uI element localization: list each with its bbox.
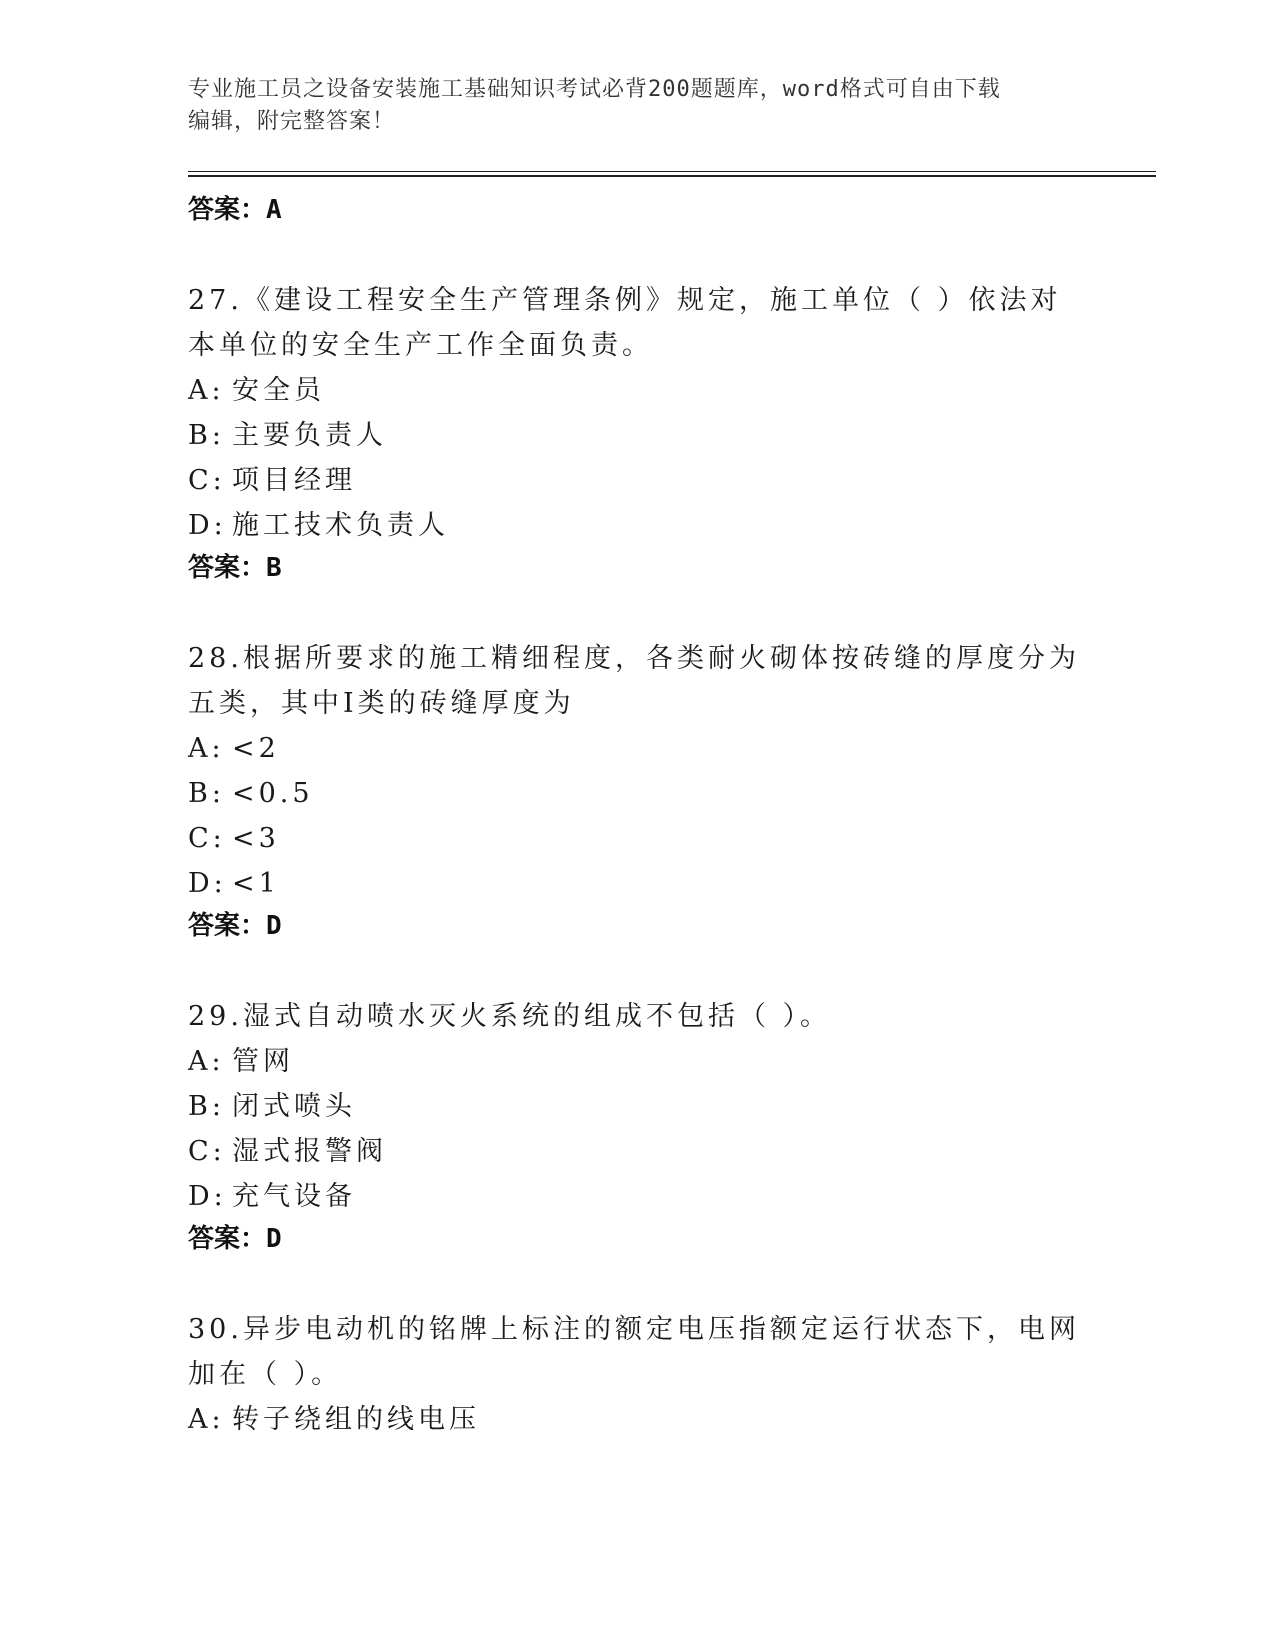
option-letter: C:	[188, 1136, 226, 1167]
option-text: <1	[232, 868, 280, 899]
question-stem: 29.湿式自动喷水灭火系统的组成不包括（ ）。	[188, 1001, 832, 1032]
option-d	[188, 1174, 1088, 1219]
option-letter: D:	[188, 1181, 227, 1212]
option-a	[188, 368, 1088, 413]
option-letter: C:	[188, 465, 226, 496]
option-a	[188, 1039, 1088, 1084]
option-text: <0.5	[232, 778, 314, 809]
option-text: 管网	[232, 1046, 294, 1077]
question-block	[188, 278, 1088, 588]
header-rule-thick	[188, 175, 1156, 177]
option-letter: B:	[188, 1091, 225, 1122]
option-text: 闭式喷头	[232, 1091, 356, 1122]
option-text: 充气设备	[232, 1181, 356, 1212]
answer-text: 答案：D	[188, 911, 282, 941]
option-letter: D:	[188, 510, 227, 541]
option-text: 施工技术负责人	[232, 510, 449, 541]
option-b	[188, 413, 1088, 458]
option-letter: A:	[188, 375, 225, 406]
option-text: 湿式报警阀	[232, 1136, 387, 1167]
header-rule-thin	[188, 171, 1156, 172]
question-block	[188, 636, 1088, 946]
option-letter: A:	[188, 1404, 225, 1435]
option-letter: A:	[188, 1046, 225, 1077]
option-c	[188, 1129, 1088, 1174]
question-stem: 28.根据所要求的施工精细程度，各类耐火砌体按砖缝的厚度分为五类，其中Ⅰ类的砖缝厚度为	[188, 643, 1080, 719]
answer-text: 答案：B	[188, 553, 282, 583]
option-text: 安全员	[232, 375, 325, 406]
option-text: <3	[232, 823, 280, 854]
option-a	[188, 1397, 1088, 1442]
question-stem: 27.《建设工程安全生产管理条例》规定，施工单位（ ）依法对本单位的安全生产工作全面负责。	[188, 285, 1062, 361]
option-letter: B:	[188, 420, 225, 451]
question-list	[188, 190, 1088, 1442]
page-header	[188, 74, 1088, 138]
option-b	[188, 771, 1088, 816]
answer-text: 答案：A	[188, 195, 282, 225]
option-d	[188, 861, 1088, 906]
question-block	[188, 994, 1088, 1259]
option-text: 主要负责人	[232, 420, 387, 451]
option-letter: C:	[188, 823, 226, 854]
option-text: 项目经理	[232, 465, 356, 496]
option-letter: D:	[188, 868, 227, 899]
option-letter: B:	[188, 778, 225, 809]
question-block	[188, 1307, 1088, 1442]
option-letter: A:	[188, 733, 225, 764]
option-a	[188, 726, 1088, 771]
option-c	[188, 816, 1088, 861]
option-c	[188, 458, 1088, 503]
option-d	[188, 503, 1088, 548]
option-text: <2	[232, 733, 280, 764]
question-stem: 30.异步电动机的铭牌上标注的额定电压指额定运行状态下，电网加在（ ）。	[188, 1314, 1080, 1390]
answer-text: 答案：D	[188, 1224, 282, 1254]
option-text: 转子绕组的线电压	[232, 1404, 480, 1435]
header-line-2: 编辑，附完整答案！	[188, 109, 396, 134]
option-b	[188, 1084, 1088, 1129]
header-line-1: 专业施工员之设备安装施工基础知识考试必背200题题库，word格式可自由下载	[188, 77, 1001, 102]
